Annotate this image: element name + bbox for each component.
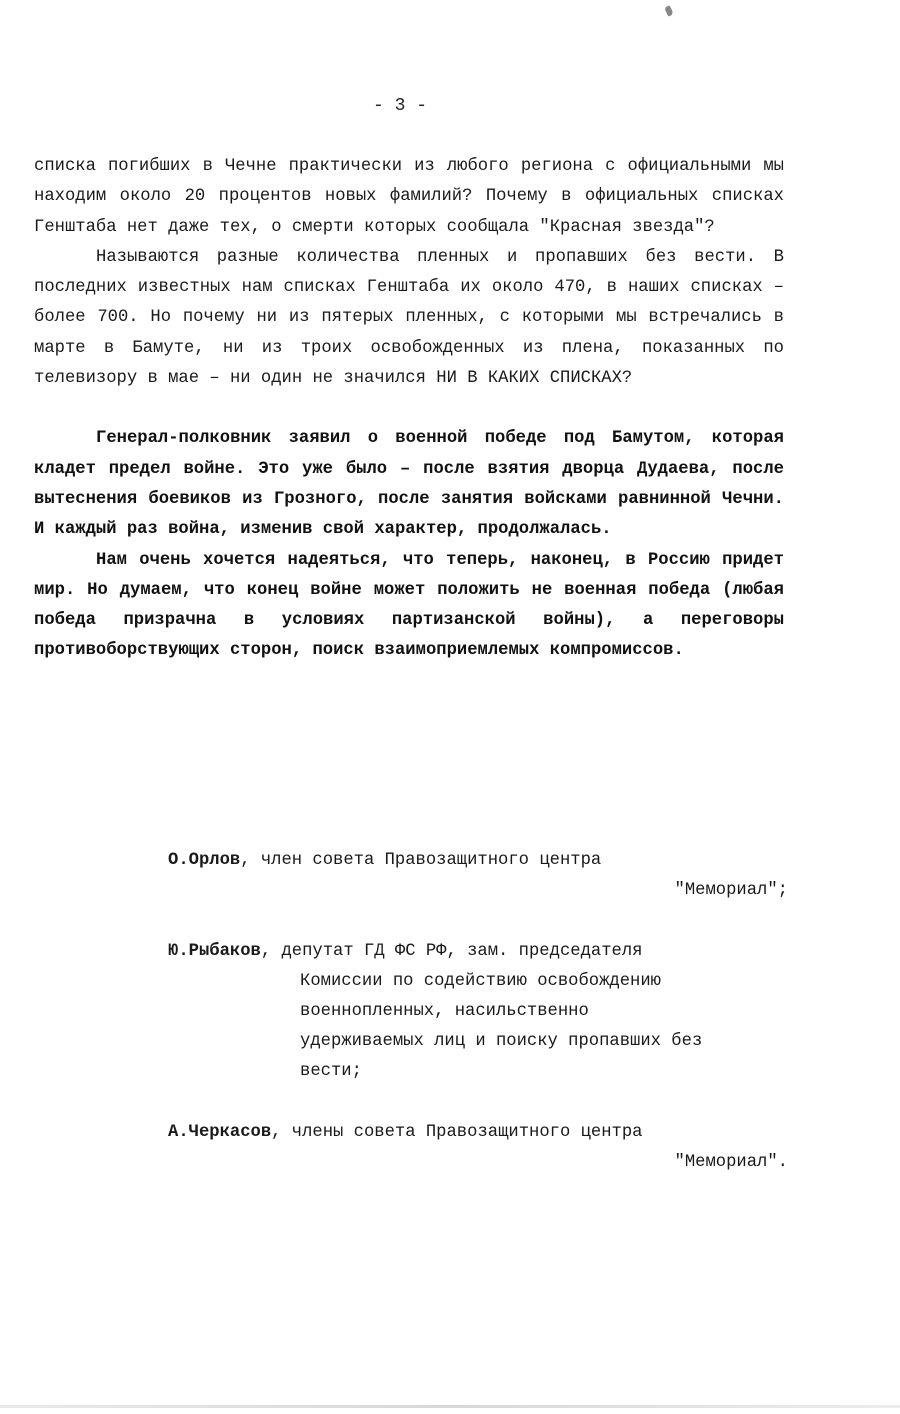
signature-cherkasov <box>168 1118 788 1178</box>
paragraph-prisoners: Называются разные количества пленных и пропавших без вести. В последних известных нам списках Генштаба их около 470, в наших списках – более 700. Но почему ни из пятерых пленных, с которыми мы встречались в марте в Бамуте, ни из троих освобожденных из плена, показанных по телевизору в мае – ни один не значился НИ В КАКИХ СПИСКАХ? <box>34 247 784 389</box>
signatory-role-line: Комиссии по содействию освобождению <box>300 972 661 991</box>
signatory-role-line: вести; <box>300 1062 362 1081</box>
paragraph-casualty-lists: списка погибших в Чечне практически из любого региона с официальными мы находим около 20 процентов новых фамилий? Почему в официальных списках Генштаба нет даже тех, о смерти которых сообщала "Красная звезда"? <box>34 157 784 237</box>
signatory-role: , член совета Правозащитного центра <box>240 851 602 870</box>
ink-speck <box>664 5 674 17</box>
signatory-role: , депутат ГД ФС РФ, зам. председателя <box>260 942 643 961</box>
signatory-name: Ю.Рыбаков <box>168 942 261 961</box>
paragraph-peace-hope: Нам очень хочется надеяться, что теперь, наконец, в Россию придет мир. Но думаем, что конец войне может положить не военная победа (любая победа призрачна в условиях партизанской войны), а переговоры противоборствующих сторон, поиск взаимоприемлемых компромиссов. <box>34 550 784 661</box>
scan-edge <box>0 1405 900 1408</box>
signatory-role-line: удерживаемых лиц и поиску пропавших без <box>300 1032 703 1051</box>
signatory-role-line: военнопленных, насильственно <box>300 1002 589 1021</box>
signatory-name: А.Черкасов <box>168 1123 272 1142</box>
signatory-org: "Мемориал". <box>674 1153 788 1172</box>
signatory-org: "Мемориал"; <box>674 881 788 900</box>
paragraph-gap <box>34 394 784 424</box>
signatory-role: , члены совета Правозащитного центра <box>271 1123 643 1142</box>
paragraph-military-victory: Генерал-полковник заявил о военной победе под Бамутом, которая кладет предел войне. Это уже было – после взятия дворца Дудаева, после вытеснения боевиков из Грозного, после занятия войсками равнинной Чечни. И каждый раз война, изменив свой характер, продолжалась. <box>34 429 784 540</box>
page-number: - 3 - <box>372 96 427 116</box>
signature-orlov <box>168 846 788 906</box>
signatory-name: О.Орлов <box>168 851 241 870</box>
signature-rybakov <box>168 937 808 1087</box>
letter-body <box>34 152 784 667</box>
